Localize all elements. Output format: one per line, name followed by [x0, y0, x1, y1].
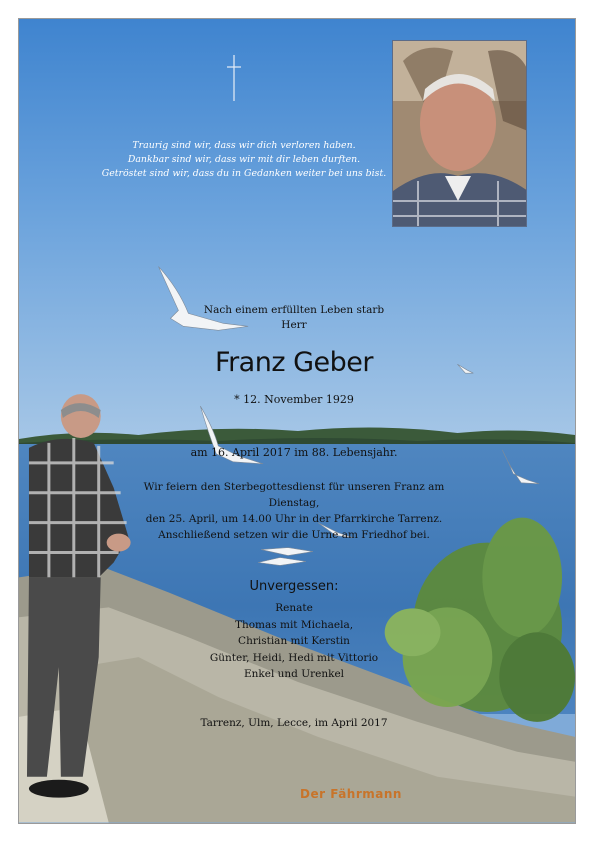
deceased-name: Franz Geber	[215, 347, 373, 378]
cross-icon	[226, 55, 242, 101]
death-date: am 16. April 2017 im 88. Lebensjahr.	[190, 446, 398, 459]
mourner-line: Günter, Heidi, Hedi mit Vittorio	[209, 651, 379, 664]
service-line: Anschließend setzen wir die Urne am Friedhof bei.	[158, 529, 430, 541]
mourner-line: Thomas mit Michaela,	[234, 618, 354, 631]
intro-text	[129, 303, 459, 333]
mourners-title: Unvergessen:	[249, 579, 339, 594]
place-date: Tarrenz, Ulm, Lecce, im April 2017	[200, 717, 388, 729]
service-line: den 25. April, um 14.00 Uhr in der Pfarrkirche Tarrenz.	[145, 513, 443, 525]
service-line: Wir feiern den Sterbegottesdienst für unseren Franz am Dienstag,	[143, 481, 445, 509]
mourners-list	[129, 600, 459, 683]
mourner-line: Christian mit Kerstin	[238, 635, 350, 647]
portrait-photo	[392, 40, 527, 227]
obituary-card	[18, 18, 576, 824]
mourner-line: Enkel und Urenkel	[243, 668, 345, 680]
intro-line: Herr	[281, 319, 307, 331]
poem-line: Getröstet sind wir, dass du in Gedanken weiter bei uns bist.	[101, 168, 387, 179]
mourning-poem	[59, 139, 429, 181]
mourner-line: Renate	[275, 602, 313, 614]
funeral-home-logo: Der Fährmann	[300, 787, 402, 801]
intro-line: Nach einem erfüllten Leben starb	[203, 304, 385, 316]
poem-line: Traurig sind wir, dass wir dich verloren haben.	[132, 140, 356, 151]
service-info	[129, 479, 459, 543]
birth-date: * 12. November 1929	[234, 393, 354, 406]
poem-line: Dankbar sind wir, dass wir mit dir leben durften.	[127, 154, 361, 165]
